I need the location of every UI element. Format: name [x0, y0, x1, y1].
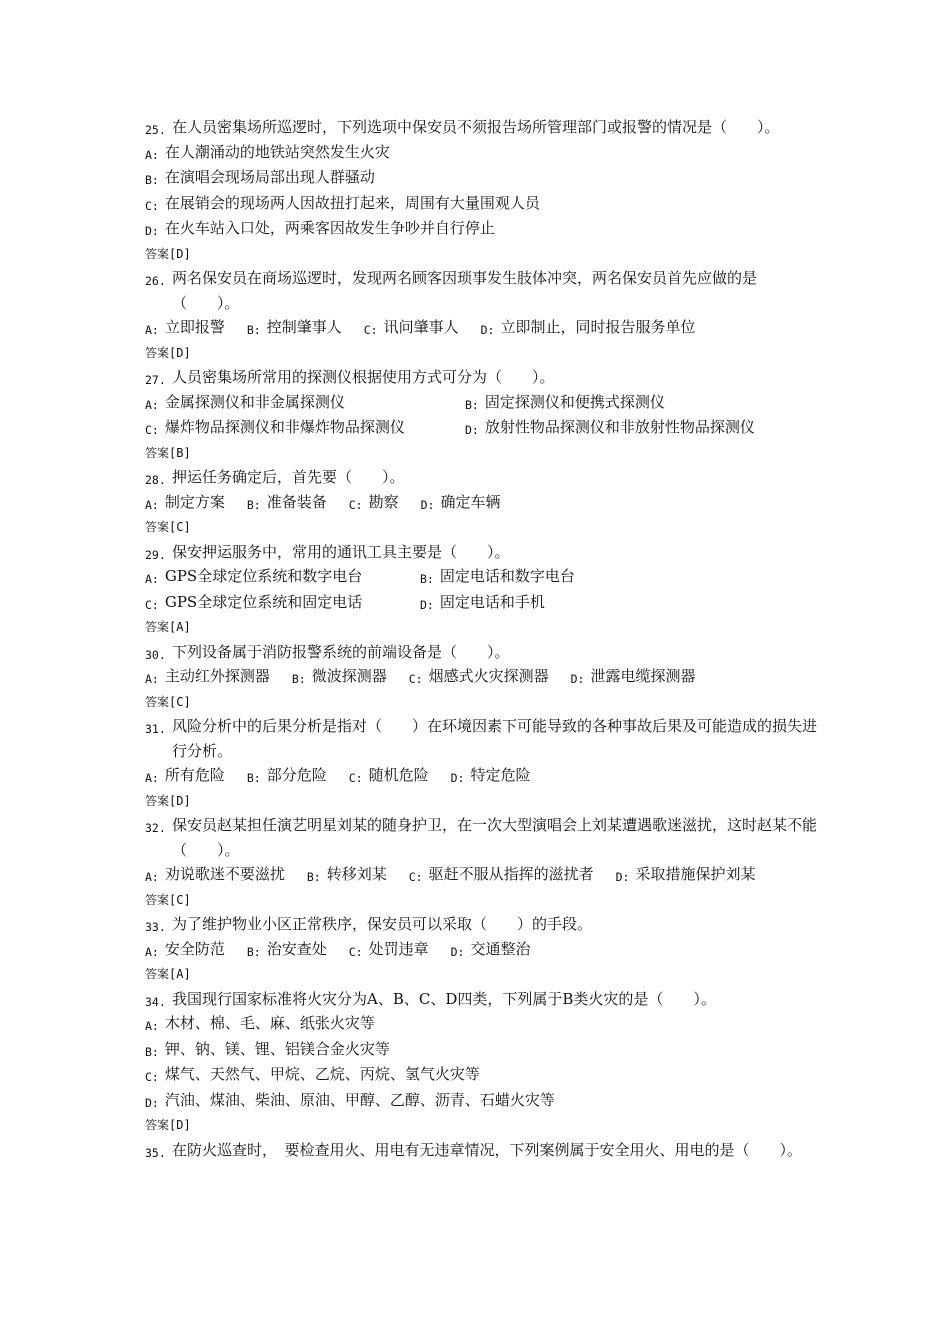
option-item: [349, 937, 429, 963]
option-text: 钾、钠、镁、锂、铝镁合金火灾等: [164, 1039, 390, 1058]
question-stem: [145, 540, 820, 565]
question-item: [145, 540, 820, 640]
question-number: 28.: [145, 473, 166, 487]
option-letter: A:: [145, 397, 159, 412]
option-item: [421, 490, 501, 516]
answer-key: 答案[C]: [145, 694, 191, 709]
question-text: 两名保安员在商场巡逻时，发现两名顾客因琐事发生肢体冲突，两名保安员首先应做的是（ ）。: [172, 269, 758, 312]
option-text: 在人潮涌动的地铁站突然发生火灾: [164, 142, 390, 161]
question-stem: [145, 266, 820, 315]
question-item: [145, 987, 820, 1138]
option-letter: C:: [348, 944, 363, 959]
question-stem: [145, 365, 820, 390]
option-letter: C:: [408, 672, 423, 686]
option-letter: D:: [145, 224, 159, 238]
question-number: 35.: [145, 1145, 166, 1160]
option-text: 确定车辆: [440, 492, 501, 511]
question-item: [145, 465, 820, 540]
option-letter: D:: [450, 771, 465, 785]
option-item: [145, 564, 420, 590]
option-text: 汽油、煤油、柴油、原油、甲醇、乙醇、沥青、石蜡火灾等: [164, 1090, 555, 1109]
option-item: [145, 415, 465, 441]
option-text: 在展销会的现场两人因故扭打起来，周围有大量围观人员: [164, 193, 540, 212]
option-item: [145, 590, 420, 616]
option-text: 处罚违章: [368, 939, 429, 958]
option-item: [145, 1088, 820, 1114]
option-text: 劝说歌迷不要滋扰: [164, 865, 285, 883]
question-text: 保安员赵某担任演艺明星刘某的随身护卫，在一次大型演唱会上刘某遭遇歌迷滋扰，这时赵某不能（ ）。: [172, 816, 818, 859]
question-text: 在人员密集场所巡逻时，下列选项中保安员不须报告场所管理部门或报警的情况是（ ）。: [172, 118, 780, 136]
question-item: [145, 115, 820, 266]
option-text: 立即制止，同时报告服务单位: [500, 318, 696, 336]
option-text: 转移刘某: [326, 865, 387, 883]
option-list: [145, 664, 820, 690]
question-number: 25.: [145, 123, 166, 137]
option-letter: A:: [145, 1019, 159, 1033]
option-item: [247, 315, 342, 341]
question-item: [145, 365, 820, 465]
option-letter: A:: [145, 572, 159, 586]
option-item: [307, 862, 387, 888]
answer-key: 答案[A]: [145, 620, 191, 634]
option-list: [145, 937, 820, 963]
option-text: 驱赶不服从指挥的滋扰者: [428, 865, 594, 883]
option-item: [145, 315, 225, 341]
question-stem: [145, 115, 820, 140]
option-letter: B:: [420, 572, 434, 586]
question-stem: [145, 640, 820, 665]
option-letter: B:: [145, 1044, 159, 1059]
option-text: 所有危险: [164, 766, 225, 784]
option-letter: D:: [570, 672, 585, 686]
option-item: [145, 937, 225, 963]
option-list: [145, 140, 820, 242]
option-text: 随机危险: [368, 766, 429, 784]
option-list: [145, 1011, 820, 1113]
option-item: [465, 390, 665, 416]
option-text: 立即报警: [164, 318, 225, 336]
option-letter: A:: [145, 944, 159, 959]
option-item: [145, 490, 225, 516]
option-text: 金属探测仪和非金属探测仪: [164, 392, 345, 411]
option-item: [145, 216, 820, 242]
option-text: 烟感式火灾探测器: [428, 667, 549, 685]
question-text: 下列设备属于消防报警系统的前端设备是（ ）。: [172, 642, 510, 661]
exam-question-list: [145, 115, 820, 1162]
option-letter: D:: [420, 597, 434, 612]
option-list: [145, 862, 820, 888]
option-letter: C:: [145, 198, 159, 213]
option-letter: D:: [420, 497, 435, 512]
question-text: 为了维护物业小区正常秩序，保安员可以采取（ ）的手段。: [172, 915, 593, 933]
option-letter: C:: [408, 870, 423, 884]
option-item: [145, 1062, 820, 1088]
option-text: 放射性物品探测仪和非放射性物品探测仪: [484, 418, 755, 436]
option-text: 勘察: [368, 492, 399, 511]
question-text: 人员密集场所常用的探测仪根据使用方式可分为（ ）。: [172, 368, 555, 386]
question-stem: [145, 987, 820, 1012]
question-number: 31.: [145, 722, 166, 736]
option-text: 主动红外探测器: [164, 667, 270, 685]
option-item: [349, 490, 399, 516]
question-number: 33.: [145, 920, 166, 934]
option-item: [247, 763, 327, 789]
question-text: 保安押运服务中，常用的通讯工具主要是（ ）。: [172, 542, 510, 561]
option-letter: C:: [348, 497, 363, 512]
option-item: [481, 315, 696, 341]
question-text: 押运任务确定后，首先要（ ）。: [172, 468, 405, 486]
option-text: 固定探测仪和便携式探测仪: [484, 392, 665, 411]
answer-key: 答案[D]: [145, 345, 191, 360]
option-text: 在火车站入口处，两乘客因故发生争吵并自行停止: [164, 219, 495, 237]
option-item: [364, 315, 459, 341]
option-item: [451, 937, 531, 963]
option-list: [145, 315, 820, 341]
option-text: 控制肇事人: [266, 318, 342, 336]
option-letter: A:: [145, 672, 159, 686]
option-text: 泄露电缆探测器: [590, 667, 696, 685]
option-text: 安全防范: [164, 939, 225, 958]
option-letter: A:: [145, 323, 159, 337]
option-letter: D:: [145, 1095, 159, 1110]
option-letter: D:: [450, 944, 465, 959]
option-item: [247, 937, 327, 963]
option-text: 微波探测器: [311, 667, 387, 685]
option-text: 准备装备: [266, 492, 327, 511]
option-item: [145, 165, 820, 191]
option-item: [145, 191, 820, 217]
answer-key: 答案[D]: [145, 246, 191, 261]
answer-key: 答案[C]: [145, 892, 191, 907]
option-letter: B:: [246, 497, 261, 512]
question-text: 我国现行国家标准将火灾分为A、B、C、D四类，下列属于B类火灾的是（ ）。: [172, 989, 716, 1008]
option-letter: B:: [465, 397, 479, 412]
option-text: 交通整治: [470, 939, 531, 958]
option-item: [292, 664, 387, 690]
option-item: [145, 1037, 820, 1063]
option-item: [145, 390, 465, 416]
option-text: 爆炸物品探测仪和非爆炸物品探测仪: [164, 418, 405, 436]
option-list: [145, 390, 820, 441]
option-list: [145, 564, 820, 615]
option-item: [571, 664, 696, 690]
option-letter: A:: [145, 870, 159, 884]
option-text: 制定方案: [164, 492, 225, 511]
option-letter: C:: [145, 1070, 159, 1084]
option-text: 采取措施保护刘某: [635, 865, 756, 883]
question-stem: [145, 1138, 820, 1163]
option-letter: D:: [615, 870, 630, 884]
question-text: 在防火巡查时， 要检查用火、用电有无违章情况，下列案例属于安全用火、用电的是（ ）。: [172, 1140, 803, 1159]
option-letter: A:: [145, 771, 159, 785]
option-item: [349, 763, 429, 789]
question-stem: [145, 465, 820, 490]
question-number: 26.: [145, 274, 166, 288]
answer-key: 答案[D]: [145, 793, 191, 808]
option-list: [145, 490, 820, 516]
option-item: [247, 490, 327, 516]
option-letter: C:: [363, 323, 378, 337]
option-list: [145, 763, 820, 789]
option-letter: C:: [145, 423, 159, 437]
option-letter: B:: [246, 771, 261, 785]
question-item: [145, 640, 820, 715]
option-text: 特定危险: [470, 766, 531, 784]
option-text: 部分危险: [266, 766, 327, 784]
option-letter: B:: [306, 870, 321, 884]
option-item: [145, 862, 285, 888]
question-number: 34.: [145, 994, 166, 1009]
option-text: 在演唱会现场局部出现人群骚动: [164, 168, 375, 186]
question-item: [145, 714, 820, 813]
question-number: 32.: [145, 821, 166, 835]
question-item: [145, 813, 820, 912]
option-letter: B:: [246, 944, 261, 959]
question-item: [145, 1138, 820, 1163]
option-item: [451, 763, 531, 789]
question-number: 29.: [145, 547, 166, 562]
option-item: [420, 564, 575, 590]
option-letter: B:: [291, 672, 306, 686]
option-letter: C:: [145, 597, 159, 612]
question-number: 27.: [145, 373, 166, 387]
option-text: 煤气、天然气、甲烷、乙烷、丙烷、氢气火灾等: [164, 1065, 480, 1083]
option-item: [409, 664, 549, 690]
question-text: 风险分析中的后果分析是指对（ ）在环境因素下可能导致的各种事故后果及可能造成的损失进行分析。: [172, 717, 818, 760]
option-text: 固定电话和数字电台: [439, 567, 575, 585]
option-text: 木材、棉、毛、麻、纸张火灾等: [164, 1014, 375, 1032]
option-letter: D:: [465, 423, 479, 437]
option-text: 固定电话和手机: [439, 592, 545, 611]
answer-key: 答案[C]: [145, 520, 191, 534]
option-letter: C:: [348, 771, 363, 785]
option-text: 治安查处: [266, 939, 327, 958]
question-item: [145, 912, 820, 987]
option-letter: D:: [480, 323, 495, 337]
option-text: GPS全球定位系统和数字电台: [164, 567, 363, 585]
question-stem: [145, 912, 820, 937]
option-text: GPS全球定位系统和固定电话: [164, 592, 363, 611]
answer-key: 答案[B]: [145, 445, 191, 460]
option-item: [145, 1011, 820, 1037]
option-letter: A:: [145, 497, 159, 512]
option-item: [409, 862, 594, 888]
option-letter: B:: [246, 323, 261, 337]
answer-key: 答案[A]: [145, 967, 191, 981]
option-item: [145, 140, 820, 166]
question-stem: [145, 813, 820, 862]
question-stem: [145, 714, 820, 763]
answer-key: 答案[D]: [145, 1118, 191, 1132]
option-text: 讯问肇事人: [383, 318, 459, 336]
option-letter: A:: [145, 147, 159, 162]
option-item: [465, 415, 755, 441]
option-item: [145, 664, 270, 690]
option-item: [145, 763, 225, 789]
option-item: [420, 590, 545, 616]
option-letter: B:: [145, 173, 159, 187]
question-item: [145, 266, 820, 365]
option-item: [616, 862, 756, 888]
question-number: 30.: [145, 647, 166, 662]
